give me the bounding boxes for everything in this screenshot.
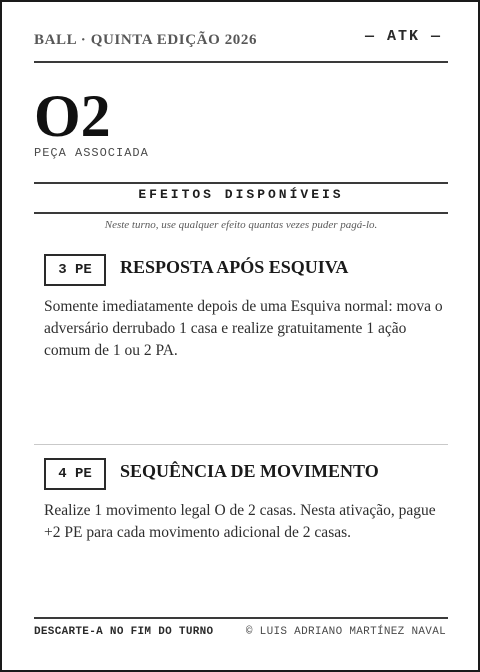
- effect-cost-badge: 3 PE: [44, 254, 106, 286]
- copyright-credit: © LUIS ADRIANO MARTÍNEZ NAVAL: [245, 626, 446, 638]
- edition-label: BALL · QUINTA EDIÇÃO 2026: [34, 32, 258, 48]
- footer-rule: [34, 617, 448, 619]
- header-rule: [34, 61, 448, 63]
- discard-note: DESCARTE-A NO FIM DO TURNO: [34, 626, 214, 638]
- effect-name: SEQUÊNCIA DE MOVIMENTO: [120, 461, 379, 481]
- effects-instruction: Neste turno, use qualquer efeito quantas vezes puder pagá-lo.: [104, 219, 378, 231]
- section-top-rule: [34, 182, 448, 184]
- piece-label: PEÇA ASSOCIADA: [34, 146, 149, 160]
- effects-divider: [34, 444, 448, 445]
- effects-section-title: EFEITOS DISPONÍVEIS: [138, 187, 344, 202]
- card-type-tag: — ATK —: [364, 28, 442, 45]
- section-bottom-rule: [34, 212, 448, 214]
- effect-cost-badge: 4 PE: [44, 458, 106, 490]
- effect-name: RESPOSTA APÓS ESQUIVA: [120, 257, 349, 277]
- effect-description: Somente imediatamente depois de uma Esquiva normal: mova o adversário derrubado 1 casa e realize gratuitamente 1 ação comum de 1 ou 2 PA.: [44, 298, 443, 359]
- card-code: O2: [34, 83, 111, 149]
- effect-description: Realize 1 movimento legal O de 2 casas. Nesta ativação, pague +2 PE para cada movimento adicional de 2 casas.: [44, 502, 436, 541]
